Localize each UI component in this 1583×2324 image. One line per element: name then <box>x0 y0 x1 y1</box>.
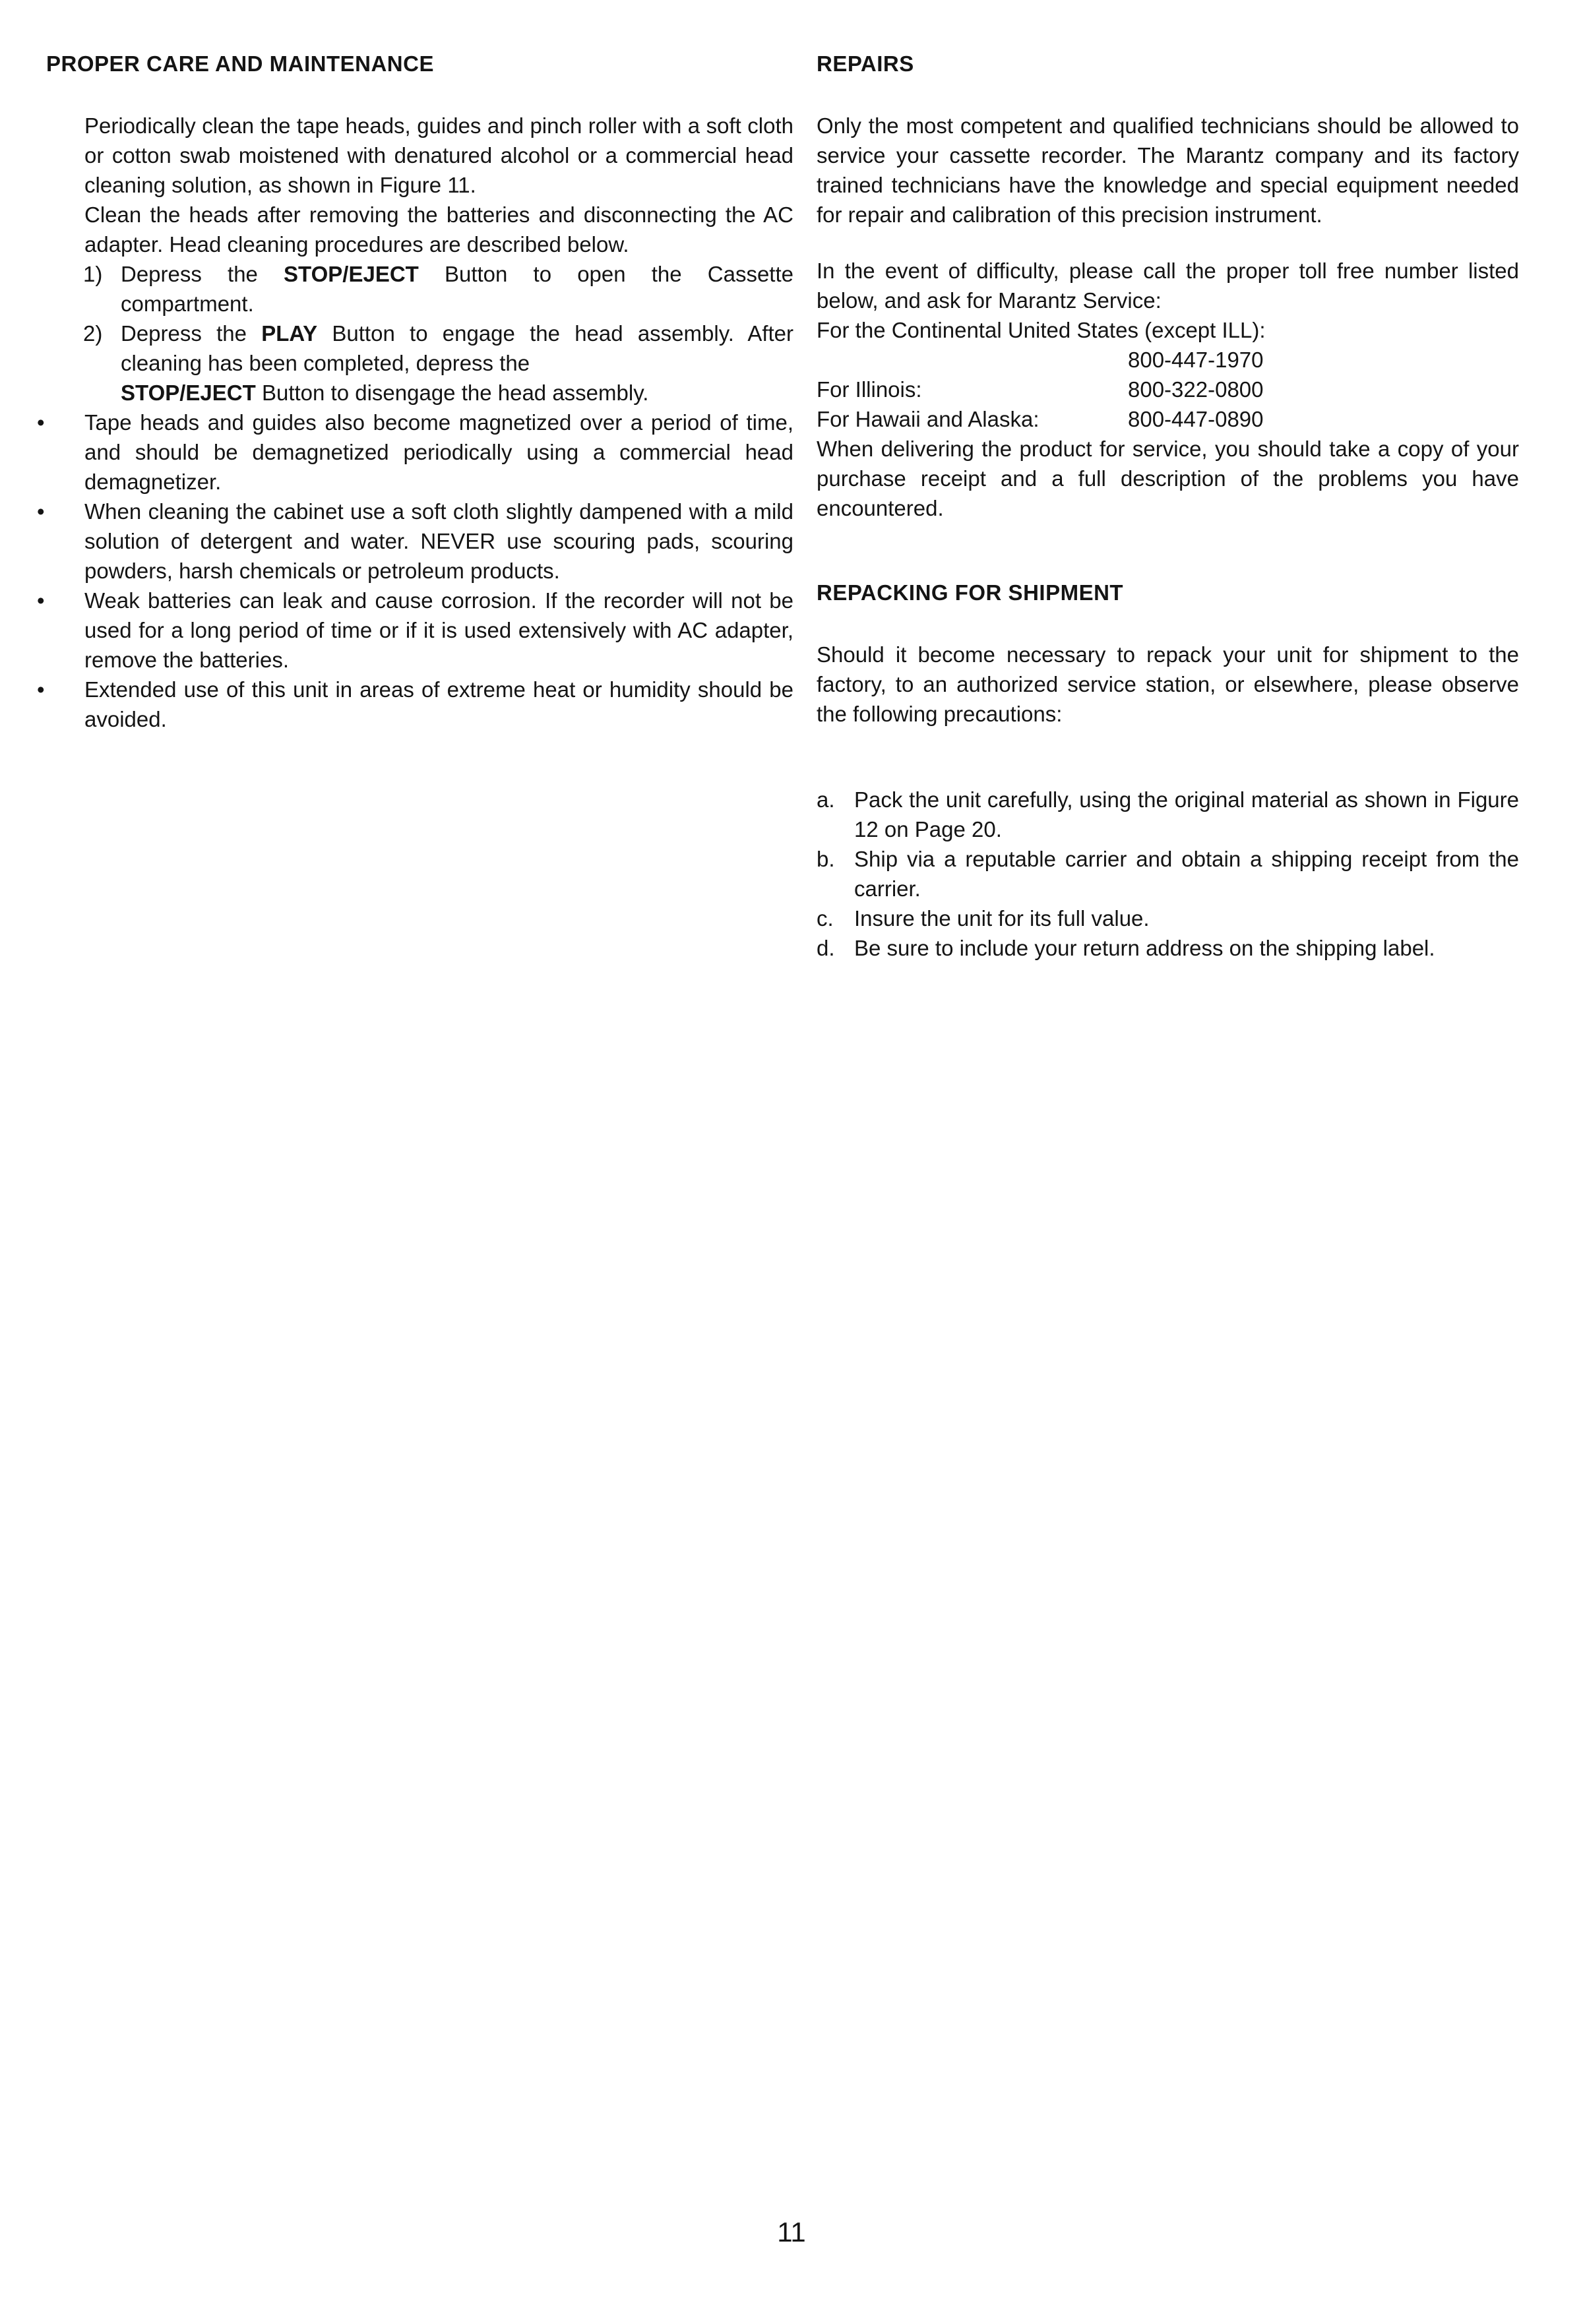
cleaning-steps <box>84 259 793 408</box>
play-label: PLAY <box>261 321 318 346</box>
repacking-body <box>817 640 1519 963</box>
precaution-item: c. Insure the unit for its full value. <box>817 906 1150 931</box>
illinois-phone-number: 800-322-0800 <box>1128 377 1264 402</box>
care-maintenance-heading: PROPER CARE AND MAINTENANCE <box>46 51 434 76</box>
cleaning-note-paragraph: Clean the heads after removing the batteries and disconnecting the AC adapter. Head cleaning procedures are described below. <box>84 202 793 257</box>
stop-eject-label: STOP/EJECT <box>121 381 256 405</box>
step-2: 2) Depress the PLAY Button to engage the head assembly. After cleaning has been completed, depress the STOP/EJECT Button to disengage the head assembly. <box>84 319 793 408</box>
repacking-heading: REPACKING FOR SHIPMENT <box>817 580 1124 605</box>
bullet-item: • Weak batteries can leak and cause corrosion. If the recorder will not be used for a long period of time or if it is used extensively with AC adapter, remove the batteries. <box>37 588 793 672</box>
bullet-item: • Tape heads and guides also become magnetized over a period of time, and should be demagnetized periodically using a commercial head demagnetizer. <box>37 410 793 494</box>
repacking-paragraph: Should it become necessary to repack your unit for shipment to the factory, to an authorized service station, or elsewhere, please observe the following precautions: <box>817 642 1519 726</box>
hawaii-alaska-phone-number: 800-447-0890 <box>1128 407 1264 431</box>
care-maintenance-body <box>37 111 794 734</box>
cleaning-intro-paragraph: Periodically clean the tape heads, guides and pinch roller with a soft cloth or cotton swab moistened with denatured alcohol or a commercial head cleaning solution, as shown in Figure 11. <box>84 113 793 197</box>
illinois-label: For Illinois: <box>817 377 922 402</box>
repairs-body <box>817 111 1519 523</box>
hawaii-alaska-row <box>817 404 1519 434</box>
service-delivery-paragraph: When delivering the product for service, you should take a copy of your purchase receipt and a full description of the problems you have encountered. <box>817 437 1519 520</box>
precaution-item: b. Ship via a reputable carrier and obtain a shipping receipt from the carrier. <box>817 847 1519 901</box>
bullet-item: • When cleaning the cabinet use a soft cloth slightly dampened with a mild solution of detergent and water. NEVER use scouring pads, scouring powders, harsh chemicals or petroleum products. <box>37 499 793 583</box>
stop-eject-label: STOP/EJECT <box>284 262 419 286</box>
continental-phone-number: 800-447-1970 <box>1128 348 1264 372</box>
precaution-item: a. Pack the unit carefully, using the original material as shown in Figure 12 on Page 20. <box>817 787 1519 841</box>
maintenance-bullets <box>37 408 793 734</box>
page-number: 11 <box>777 2217 806 2248</box>
precautions-list <box>817 785 1519 963</box>
step-number: 2) <box>83 321 103 346</box>
continental-label: For the Continental United States (except ILL): <box>817 318 1266 342</box>
precaution-item: d. Be sure to include your return address on the shipping label. <box>817 936 1435 960</box>
difficulty-paragraph: In the event of difficulty, please call the proper toll free number listed below, and ask for Marantz Service: <box>817 259 1519 313</box>
bullet-item: • Extended use of this unit in areas of extreme heat or humidity should be avoided. <box>37 677 793 731</box>
continental-row <box>817 315 1519 345</box>
step-number: 1) <box>83 262 103 286</box>
repairs-heading: REPAIRS <box>817 51 914 76</box>
repairs-paragraph: Only the most competent and qualified technicians should be allowed to service your cassette recorder. The Marantz company and its factory trained technicians have the knowledge and special equipment needed for repair and calibration of this precision instrument. <box>817 113 1519 227</box>
hawaii-alaska-label: For Hawaii and Alaska: <box>817 407 1040 431</box>
illinois-row <box>817 375 1519 404</box>
step-1: 1) Depress the STOP/EJECT Button to open the Cassette compartment. <box>84 259 793 319</box>
continental-number-row <box>817 345 1519 375</box>
